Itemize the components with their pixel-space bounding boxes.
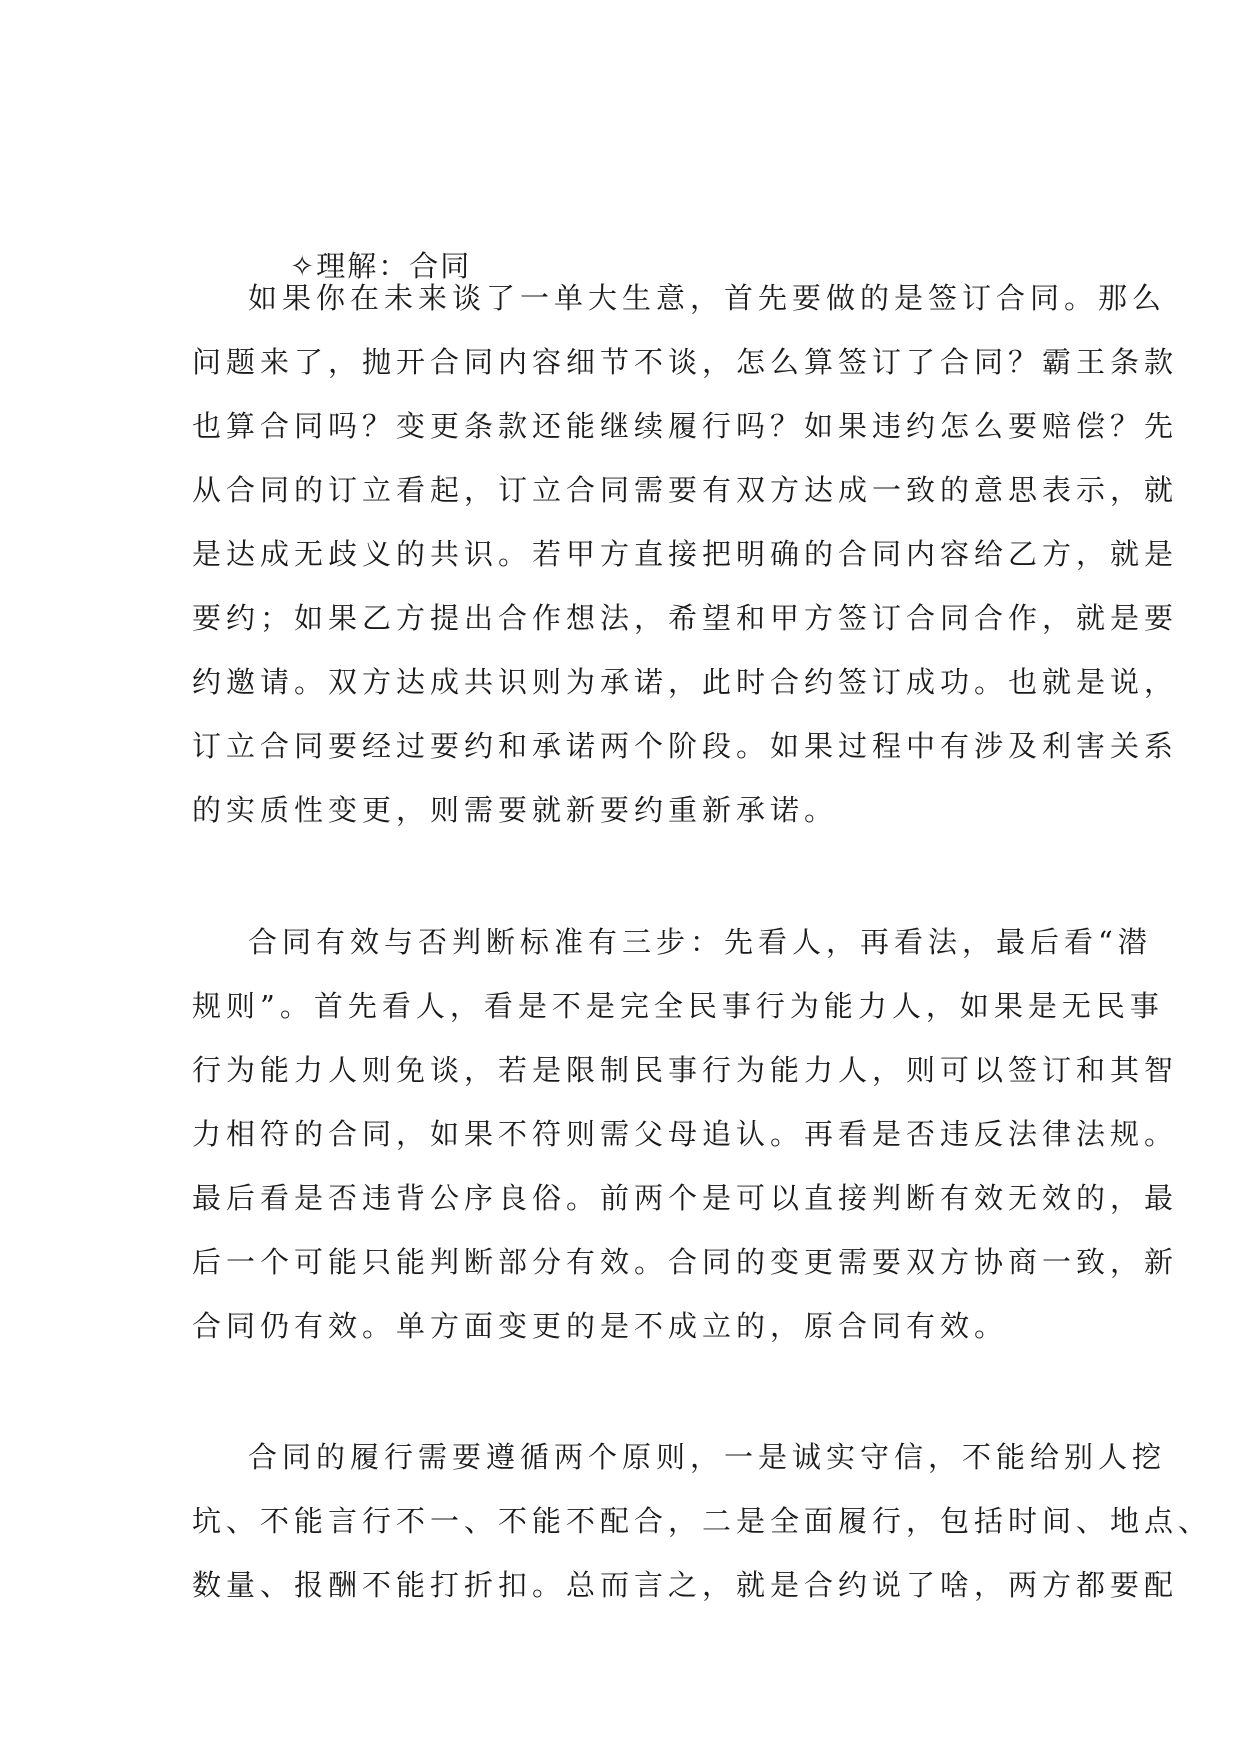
- text-line: 订立合同要经过要约和承诺两个阶段。如果过程中有涉及利害关系: [192, 729, 1179, 763]
- text-line: 数量、报酬不能打折扣。总而言之，就是合约说了啥，两方都要配: [192, 1568, 1179, 1602]
- paragraph-contract-performance: [192, 1425, 1213, 1617]
- text-line: 坑、不能言行不一、不能不配合，二是全面履行，包括时间、地点、: [192, 1504, 1213, 1538]
- text-line: 约邀请。双方达成共识则为承诺，此时合约签订成功。也就是说，: [192, 665, 1179, 699]
- text-line: 是达成无歧义的共识。若甲方直接把明确的合同内容给乙方，就是: [192, 537, 1179, 571]
- text-line: 后一个可能只能判断部分有效。合同的变更需要双方协商一致，新: [192, 1245, 1179, 1279]
- text-line: 问题来了，抛开合同内容细节不谈，怎么算签订了合同？霸王条款: [192, 345, 1179, 379]
- text-line: 也算合同吗？变更条款还能继续履行吗？如果违约怎么要赔偿？先: [192, 409, 1179, 443]
- text-line: 合同的履行需要遵循两个原则，一是诚实守信，不能给别人挖: [248, 1440, 1167, 1474]
- text-line: 从合同的订立看起，订立合同需要有双方达成一致的意思表示，就: [192, 473, 1179, 507]
- paragraph-contract-formation: [192, 266, 1179, 842]
- text-line: 如果你在未来谈了一单大生意，首先要做的是签订合同。那么: [248, 281, 1167, 315]
- text-line: 力相符的合同，如果不符则需父母追认。再看是否违反法律法规。: [192, 1117, 1179, 1151]
- section-heading: ✧理解：合同: [290, 249, 472, 283]
- text-line: 合同仍有效。单方面变更的是不成立的，原合同有效。: [192, 1309, 1009, 1343]
- text-line: 规则”。首先看人，看是不是完全民事行为能力人，如果是无民事: [192, 989, 1164, 1023]
- text-line: 最后看是否违背公序良俗。前两个是可以直接判断有效无效的，最: [192, 1181, 1179, 1215]
- text-line: 合同有效与否判断标准有三步：先看人，再看法，最后看“潜: [248, 925, 1152, 959]
- paragraph-contract-validity: [192, 910, 1179, 1358]
- text-line: 行为能力人则免谈，若是限制民事行为能力人，则可以签订和其智: [192, 1053, 1179, 1087]
- text-line: 要约；如果乙方提出合作想法，希望和甲方签订合同合作，就是要: [192, 601, 1179, 635]
- text-line: 的实质性变更，则需要就新要约重新承诺。: [192, 793, 839, 827]
